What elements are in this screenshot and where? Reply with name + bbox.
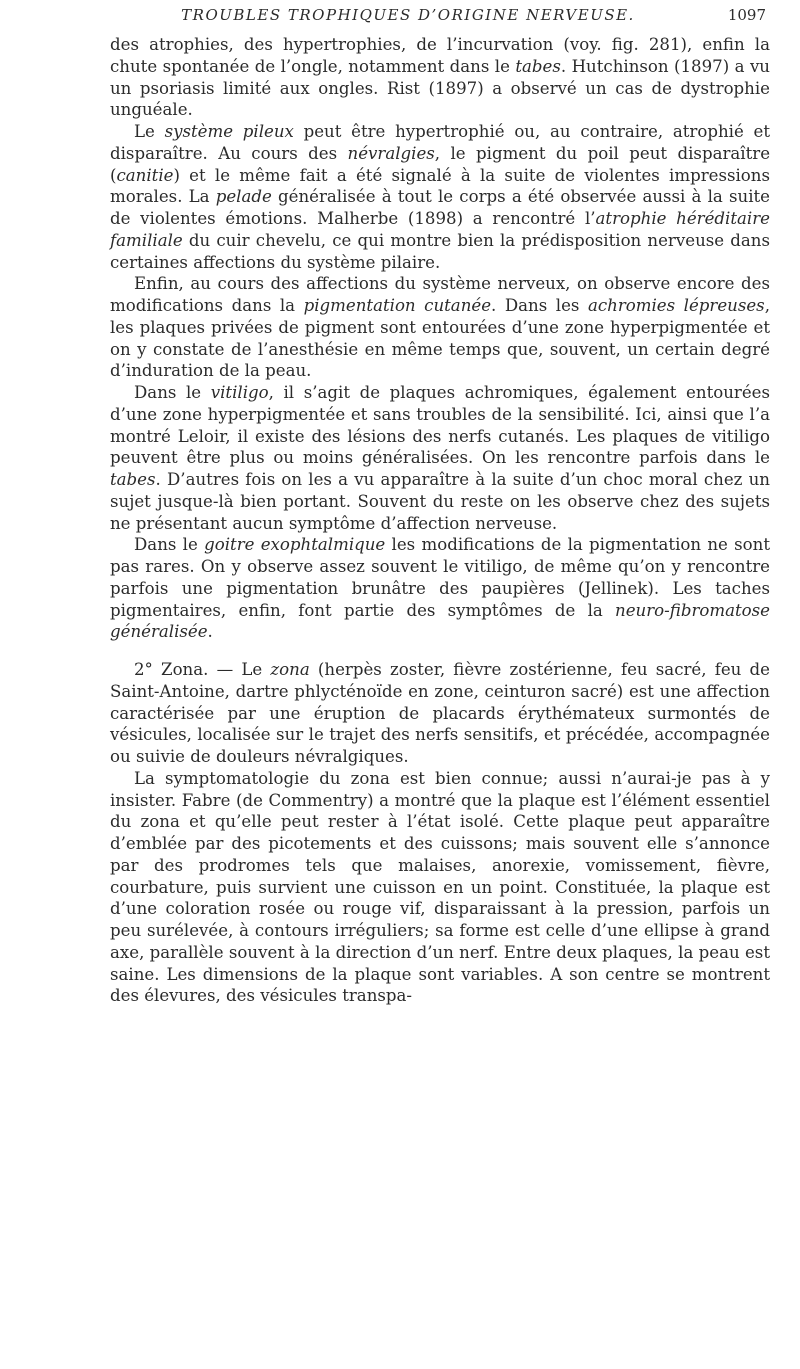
paragraph bbox=[110, 382, 770, 534]
text-run: Le bbox=[134, 122, 165, 141]
italic-term: pelade bbox=[215, 187, 272, 207]
paragraph bbox=[110, 768, 770, 1007]
italic-term: canitie bbox=[116, 165, 174, 185]
italic-term: vitiligo bbox=[210, 383, 269, 402]
text-run: — Le bbox=[208, 660, 271, 679]
text-run: du cuir chevelu, ce qui montre bien la prédisposition nerveuse dans certaines affections du système pilaire. bbox=[110, 230, 770, 272]
page-header bbox=[110, 6, 766, 32]
text-run: Enfin, au cours des affections du système nerveux, on observe encore des modifications dans la bbox=[110, 274, 770, 315]
italic-term: atrophie héréditaire familiale bbox=[110, 209, 770, 250]
text-run: les modifications de la pigmentation ne sont pas rares. On y observe assez souvent le vitiligo, de même qu’on y rencontre parfois une pigmentation brunâtre des paupières (Jellinek). Les taches pigmentaires, enfin, font partie des symptômes de la bbox=[110, 535, 771, 620]
paragraph bbox=[110, 34, 770, 121]
text-run: La symptomatologie du zona est bien connue; aussi n’aurai-je pas à y insister. Fabre (de Commentry) a montré que la plaque est l’élément essentiel du zona et qu’elle peut rester à l’état isolé. Cette plaque peut apparaître d’emblée par des picotements et des cuissons; mais souvent elle s’annonce par des prodromes tels que malaises, anorexie, vomissement, fièvre, courbature, puis survient une cuisson en un point. Constituée, la plaque est d’une coloration rosée ou rouge vif, disparaissant à la pression, parfois un peu surélevée, à contours irréguliers; sa forme est celle d’une ellipse à grand axe, parallèle souvent à la direction d’un nerf. Entre deux plaques, la peau est saine. Les dimensions de la plaque sont variables. A son centre se montrent des élevures, des vésicules transpa- bbox=[110, 768, 770, 1006]
text-run: . Hutchinson (1897) a vu un psoriasis limité aux ongles. Rist (1897) a observé un cas de dystrophie unguéale. bbox=[110, 56, 770, 120]
italic-term: goitre exophtalmique bbox=[204, 535, 386, 555]
running-title: TROUBLES TROPHIQUES D’ORIGINE NERVEUSE. bbox=[181, 6, 635, 24]
text-run: peut être hypertrophié ou, au contraire, atrophié et disparaître. Au cours des bbox=[110, 122, 770, 163]
text-run: , les plaques privées de pigment sont entourées d’une zone hyperpigmentée et on y constate de l’anesthésie en même temps que, souvent, un certain degré d’induration de la peau. bbox=[110, 296, 770, 381]
italic-term: pigmentation cutanée bbox=[303, 296, 492, 315]
paragraph bbox=[110, 121, 770, 273]
italic-term: neuro-fibromatose généralisée bbox=[110, 600, 770, 642]
text-run: généralisée à tout le corps a été observée aussi à la suite de violentes émotions. Malherbe (1898) a rencontré l’ bbox=[110, 187, 770, 228]
text-run: . Dans les bbox=[491, 296, 588, 315]
paragraph bbox=[110, 534, 770, 643]
page-number: 1097 bbox=[727, 6, 766, 24]
italic-term: tabes bbox=[110, 470, 156, 489]
paragraph bbox=[110, 273, 770, 382]
italic-term: achromies lépreuses bbox=[587, 296, 765, 315]
text-run: Dans le bbox=[134, 535, 205, 555]
body-text bbox=[110, 34, 770, 1007]
text-run: . bbox=[207, 622, 213, 642]
italic-term: névralgies bbox=[347, 143, 435, 163]
text-run: , le pigment du poil peut disparaître ( bbox=[110, 143, 771, 185]
text-run: , il s’agit de plaques achromiques, également entourées d’une zone hyperpigmentée et sans troubles de la sensibilité. Ici, ainsi que l’a montré Leloir, il existe des lésions des nerfs cutanés. Les plaques de vitiligo peuvent être plus ou moins généralisées. On les rencontre parfois dans le bbox=[110, 383, 770, 468]
text-run: ) et le même fait a été signalé à la suite de violentes impressions morales. La bbox=[110, 165, 770, 207]
text-run: . D’autres fois on les a vu apparaître à la suite d’un choc moral chez un sujet jusque-là bien portant. Souvent du reste on les observe chez des sujets ne présentant aucun symptôme d’affection nerveuse. bbox=[110, 470, 770, 533]
paragraph bbox=[110, 659, 770, 768]
italic-term: zona bbox=[270, 660, 310, 679]
text-run: des atrophies, des hypertrophies, de l’incurvation (voy. fig. 281), enfin la chute spontanée de l’ongle, notamment dans le bbox=[110, 35, 770, 76]
text-run: Dans le bbox=[134, 383, 211, 402]
italic-term: système pileux bbox=[164, 122, 294, 141]
section-heading: 2° Zona. bbox=[134, 660, 209, 679]
italic-term: tabes bbox=[515, 56, 561, 76]
text-run: (herpès zoster, fièvre zostérienne, feu sacré, feu de Saint-Antoine, dartre phlycténoïde en zone, ceinturon sacré) est une affection caractérisée par une éruption de placards érythémateux surmontés de vésicules, localisée sur le trajet des nerfs sensitifs, et précédée, accompagnée ou suivie de douleurs névralgiques. bbox=[110, 660, 770, 766]
